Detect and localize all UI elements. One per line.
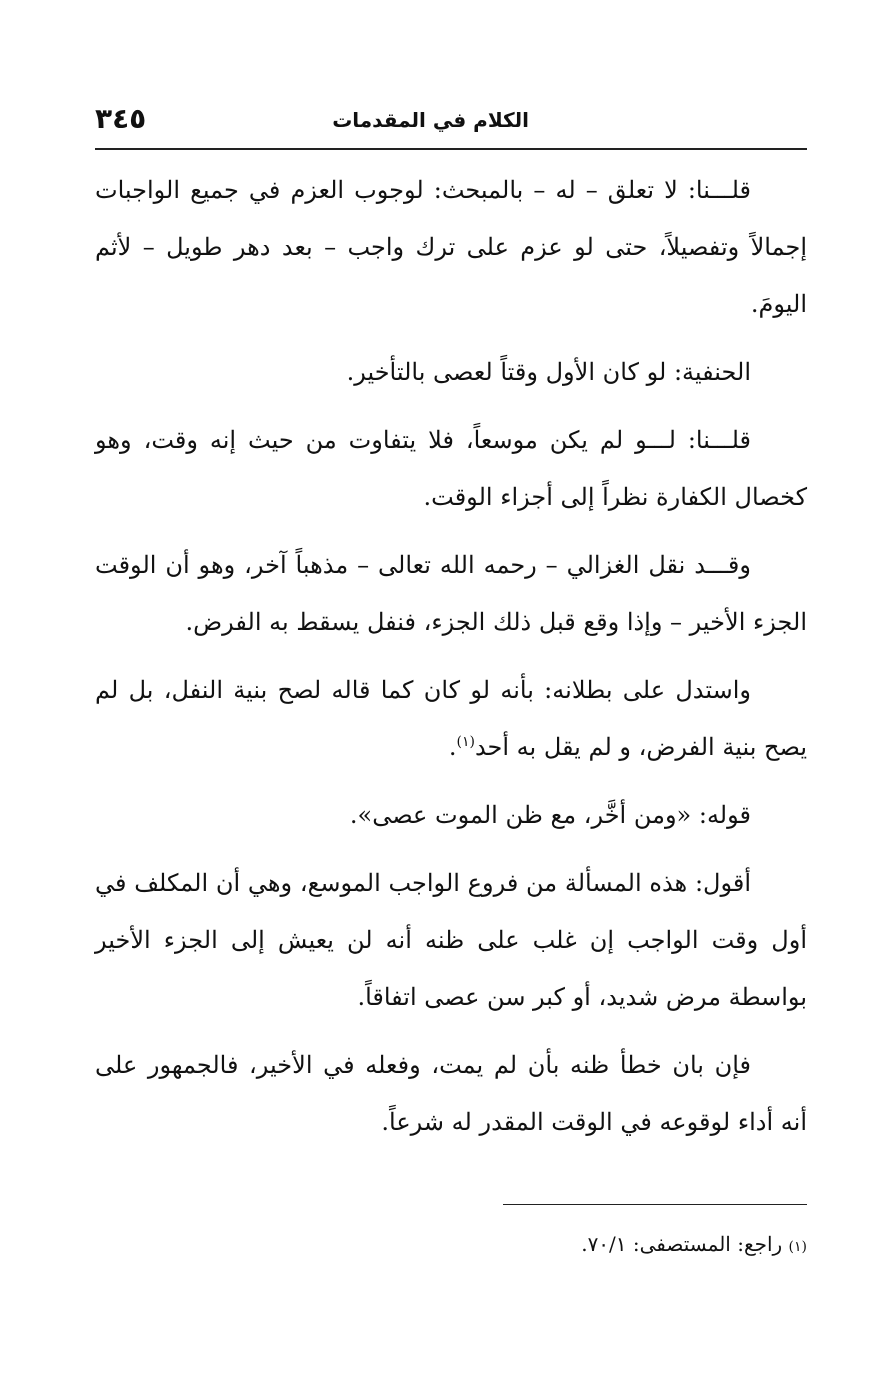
running-title: الكلام في المقدمات — [332, 108, 529, 132]
paragraph-text: واستدل على بطلانه: بأنه لو كان كما قاله لصح بنية النفل، بل لم يصح بنية الفرض، و لم يقل به أحد — [95, 676, 807, 761]
header-rule — [95, 148, 807, 150]
paragraph: الحنفية: لو كان الأول وقتاً لعصى بالتأخير. — [346, 358, 751, 386]
paragraph: وقـــد نقل الغزالي – رحمه الله تعالى – مذهباً آخر، وهو أن الوقت الجزء الأخير – وإذا وقع قبل ذلك الجزء، فنفل يسقط به الفرض. — [95, 551, 807, 636]
paragraph: قلـــنا: لـــو لم يكن موسعاً، فلا يتفاوت من حيث إنه وقت، وهو كخصال الكفارة نظراً إلى أجزاء الوقت. — [95, 426, 807, 511]
paragraph: أقول: هذه المسألة من فروع الواجب الموسع، وهي أن المكلف في أول وقت الواجب إن غلب على ظنه أنه لن يعيش إلى الجزء الأخير بواسطة مرض شديد، أو كبر سن عصى اتفاقاً. — [95, 869, 807, 1011]
page-number: ٣٤٥ — [95, 102, 147, 135]
paragraph-with-footnote — [95, 662, 807, 776]
paragraph: فإن بان خطأ ظنه بأن لم يمت، وفعله في الأخير، فالجمهور على أنه أداء لوقوعه في الوقت المقدر له شرعاً. — [95, 1051, 807, 1136]
main-text — [95, 162, 807, 1162]
footnote-rule — [503, 1204, 807, 1205]
footnote-text: راجع: المستصفى: ٧٠/١. — [581, 1232, 783, 1256]
footnote — [95, 1226, 807, 1265]
footnote-reference[interactable]: (١) — [456, 734, 475, 750]
paragraph-end: . — [448, 733, 457, 761]
paragraph: قوله: «ومن أخَّر، مع ظن الموت عصى». — [349, 801, 751, 829]
footnote-marker: (١) — [788, 1239, 807, 1255]
page-header — [95, 100, 807, 144]
paragraph: قلـــنا: لا تعلق – له – بالمبحث: لوجوب العزم في جميع الواجبات إجمالاً وتفصيلاً، حتى لو عزم على ترك واجب – بعد دهر طويل – لأثم اليومَ. — [95, 176, 807, 318]
